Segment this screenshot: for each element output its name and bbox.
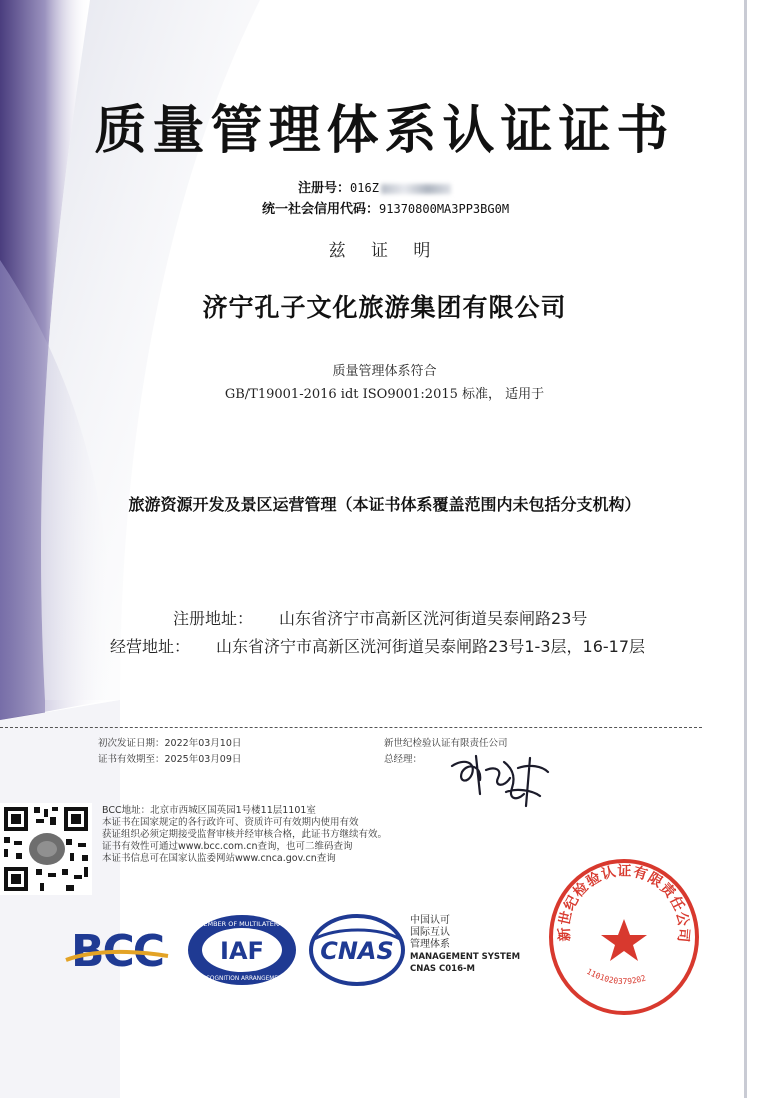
divider-dashed — [0, 727, 702, 728]
certificate-title: 质量管理体系认证证书 — [94, 100, 675, 161]
info-line: 本证书信息可在国家认监委网站www.cnca.gov.cn查询 — [102, 853, 336, 864]
signature — [446, 748, 556, 810]
standard-line-2: GB/T19001-2016 idt ISO9001:2015 标准， 适用于 — [224, 387, 545, 402]
cnas-cn-2: 国际互认 — [410, 927, 450, 938]
bcc-logo-text: BCC — [70, 926, 164, 977]
general-manager-label: 总经理： — [384, 754, 423, 765]
cnas-logo — [308, 913, 406, 987]
dates-block — [98, 736, 241, 768]
operating-address-label: 经营地址： — [110, 637, 191, 656]
info-line: 本证书在国家规定的各行政许可、资质许可有效期内使用有效 — [102, 817, 359, 828]
iaf-top-text: MEMBER OF MULTILATERAL — [197, 920, 287, 928]
valid-until-label: 证书有效期至： — [98, 754, 165, 765]
operating-address-value: 山东省济宁市高新区洸河街道吴泰闸路23号1-3层，16-17层 — [216, 637, 646, 656]
info-line: 证书有效性可通过www.bcc.com.cn查询，也可二维码查询 — [102, 841, 353, 852]
hereby-certify: 兹 证 明 — [328, 241, 441, 261]
cnas-logo-text: CNAS — [320, 937, 394, 965]
cnas-en-1: MANAGEMENT SYSTEM — [410, 952, 521, 962]
seal-text: 新世纪检验认证有限责任公司 — [556, 863, 692, 944]
cnas-cn-3: 管理体系 — [410, 939, 450, 950]
company-seal — [546, 855, 702, 1019]
company-name: 济宁孔子文化旅游集团有限公司 — [202, 293, 567, 322]
registered-address-value: 山东省济宁市高新区洸河街道吴泰闸路23号 — [279, 609, 588, 628]
issuer-name: 新世纪检验认证有限责任公司 — [384, 738, 508, 749]
registered-address — [173, 606, 587, 629]
credit-code-label: 统一社会信用代码： — [262, 202, 380, 217]
first-issue-date: 2022年03月10日 — [164, 738, 242, 749]
valid-until-date: 2025年03月09日 — [164, 754, 242, 765]
bcc-logo — [62, 920, 172, 980]
registration-number: 016Z — [350, 181, 379, 195]
first-issue-label: 初次发证日期： — [98, 738, 165, 749]
info-block — [102, 805, 387, 865]
frame-edge — [744, 0, 747, 1098]
registration-blur — [381, 184, 451, 194]
seal-number: 1101020379202 — [585, 966, 647, 987]
svg-text:1101020379202 — [585, 967, 647, 986]
registration-block — [262, 178, 509, 220]
credit-code: 91370800MA3PP3BG0M — [379, 202, 510, 216]
registered-address-label: 注册地址： — [173, 609, 254, 628]
standard-line-1: 质量管理体系符合 — [332, 364, 437, 379]
cnas-description — [410, 915, 520, 975]
info-line: 获证组织必须定期接受监督审核并经审核合格，此证书方继续有效。 — [102, 829, 388, 840]
certification-scope: 旅游资源开发及景区运营管理（本证书体系覆盖范围内未包括分支机构） — [128, 495, 641, 514]
info-line: BCC地址：北京市西城区国英园1号楼11层1101室 — [102, 805, 316, 816]
iaf-mid-text: IAF — [220, 937, 264, 965]
iaf-logo — [185, 912, 299, 988]
registration-label: 注册号： — [298, 181, 351, 196]
cnas-en-2: CNAS C016-M — [410, 964, 475, 974]
iaf-bottom-text: RECOGNITION ARRANGEMENT — [198, 976, 286, 982]
operating-address — [110, 634, 645, 657]
qr-code — [0, 803, 92, 895]
cnas-cn-1: 中国认可 — [410, 915, 450, 926]
